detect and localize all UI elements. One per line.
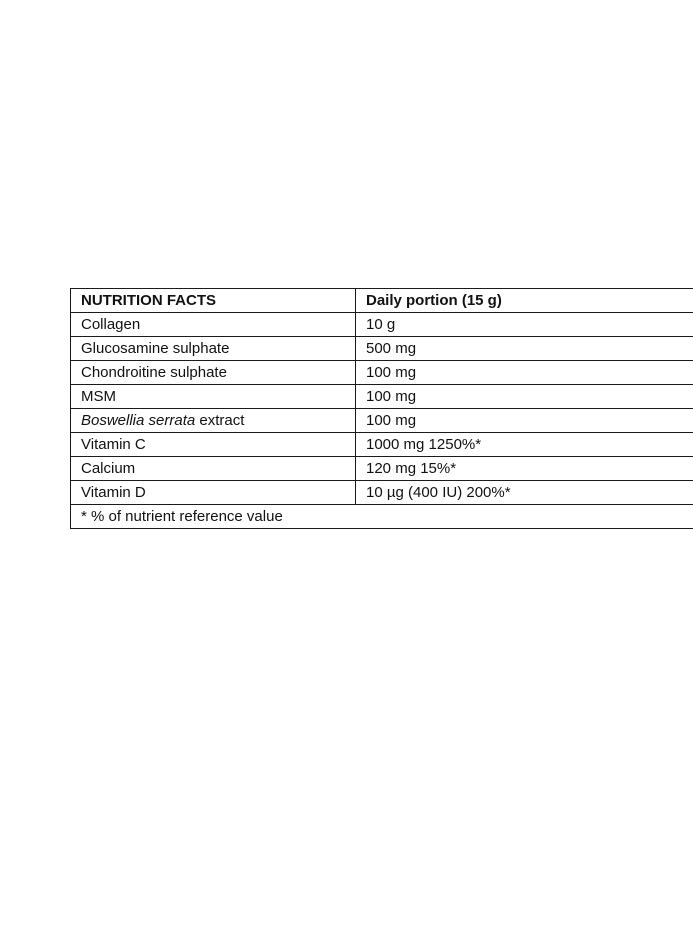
nutrient-amount: 100 mg: [356, 361, 693, 385]
nutrient-name: Glucosamine sulphate: [71, 337, 356, 361]
table-row: [71, 337, 693, 361]
table-row: [71, 433, 693, 457]
header-nutrition-facts: NUTRITION FACTS: [71, 289, 356, 313]
table-row: [71, 457, 693, 481]
nutrient-amount: 100 mg: [356, 385, 693, 409]
table-row: [71, 361, 693, 385]
nutrient-name: Vitamin D: [71, 481, 356, 505]
nutrient-name: Collagen: [71, 313, 356, 337]
table-footnote: * % of nutrient reference value: [71, 505, 693, 529]
nutrient-amount: 1000 mg 1250%*: [356, 433, 693, 457]
nutrient-name: Vitamin C: [71, 433, 356, 457]
nutrient-amount: 100 mg: [356, 409, 693, 433]
nutrition-facts-table: [70, 288, 693, 529]
table-header-row: [71, 289, 693, 313]
nutrient-name: MSM: [71, 385, 356, 409]
nutrient-name-italic: Boswellia serrata: [81, 411, 196, 429]
table-footnote-row: [71, 505, 693, 529]
nutrient-amount: 10 µg (400 IU) 200%*: [356, 481, 693, 505]
nutrient-name: Chondroitine sulphate: [71, 361, 356, 385]
nutrient-name: [71, 409, 356, 433]
nutrient-amount: 500 mg: [356, 337, 693, 361]
nutrient-name-suffix: extract: [195, 411, 245, 429]
table-row: [71, 409, 693, 433]
header-daily-portion: Daily portion (15 g): [356, 289, 693, 313]
table-row: [71, 385, 693, 409]
table-row: [71, 313, 693, 337]
nutrient-amount: 120 mg 15%*: [356, 457, 693, 481]
nutrient-name: Calcium: [71, 457, 356, 481]
table-row: [71, 481, 693, 505]
nutrient-amount: 10 g: [356, 313, 693, 337]
